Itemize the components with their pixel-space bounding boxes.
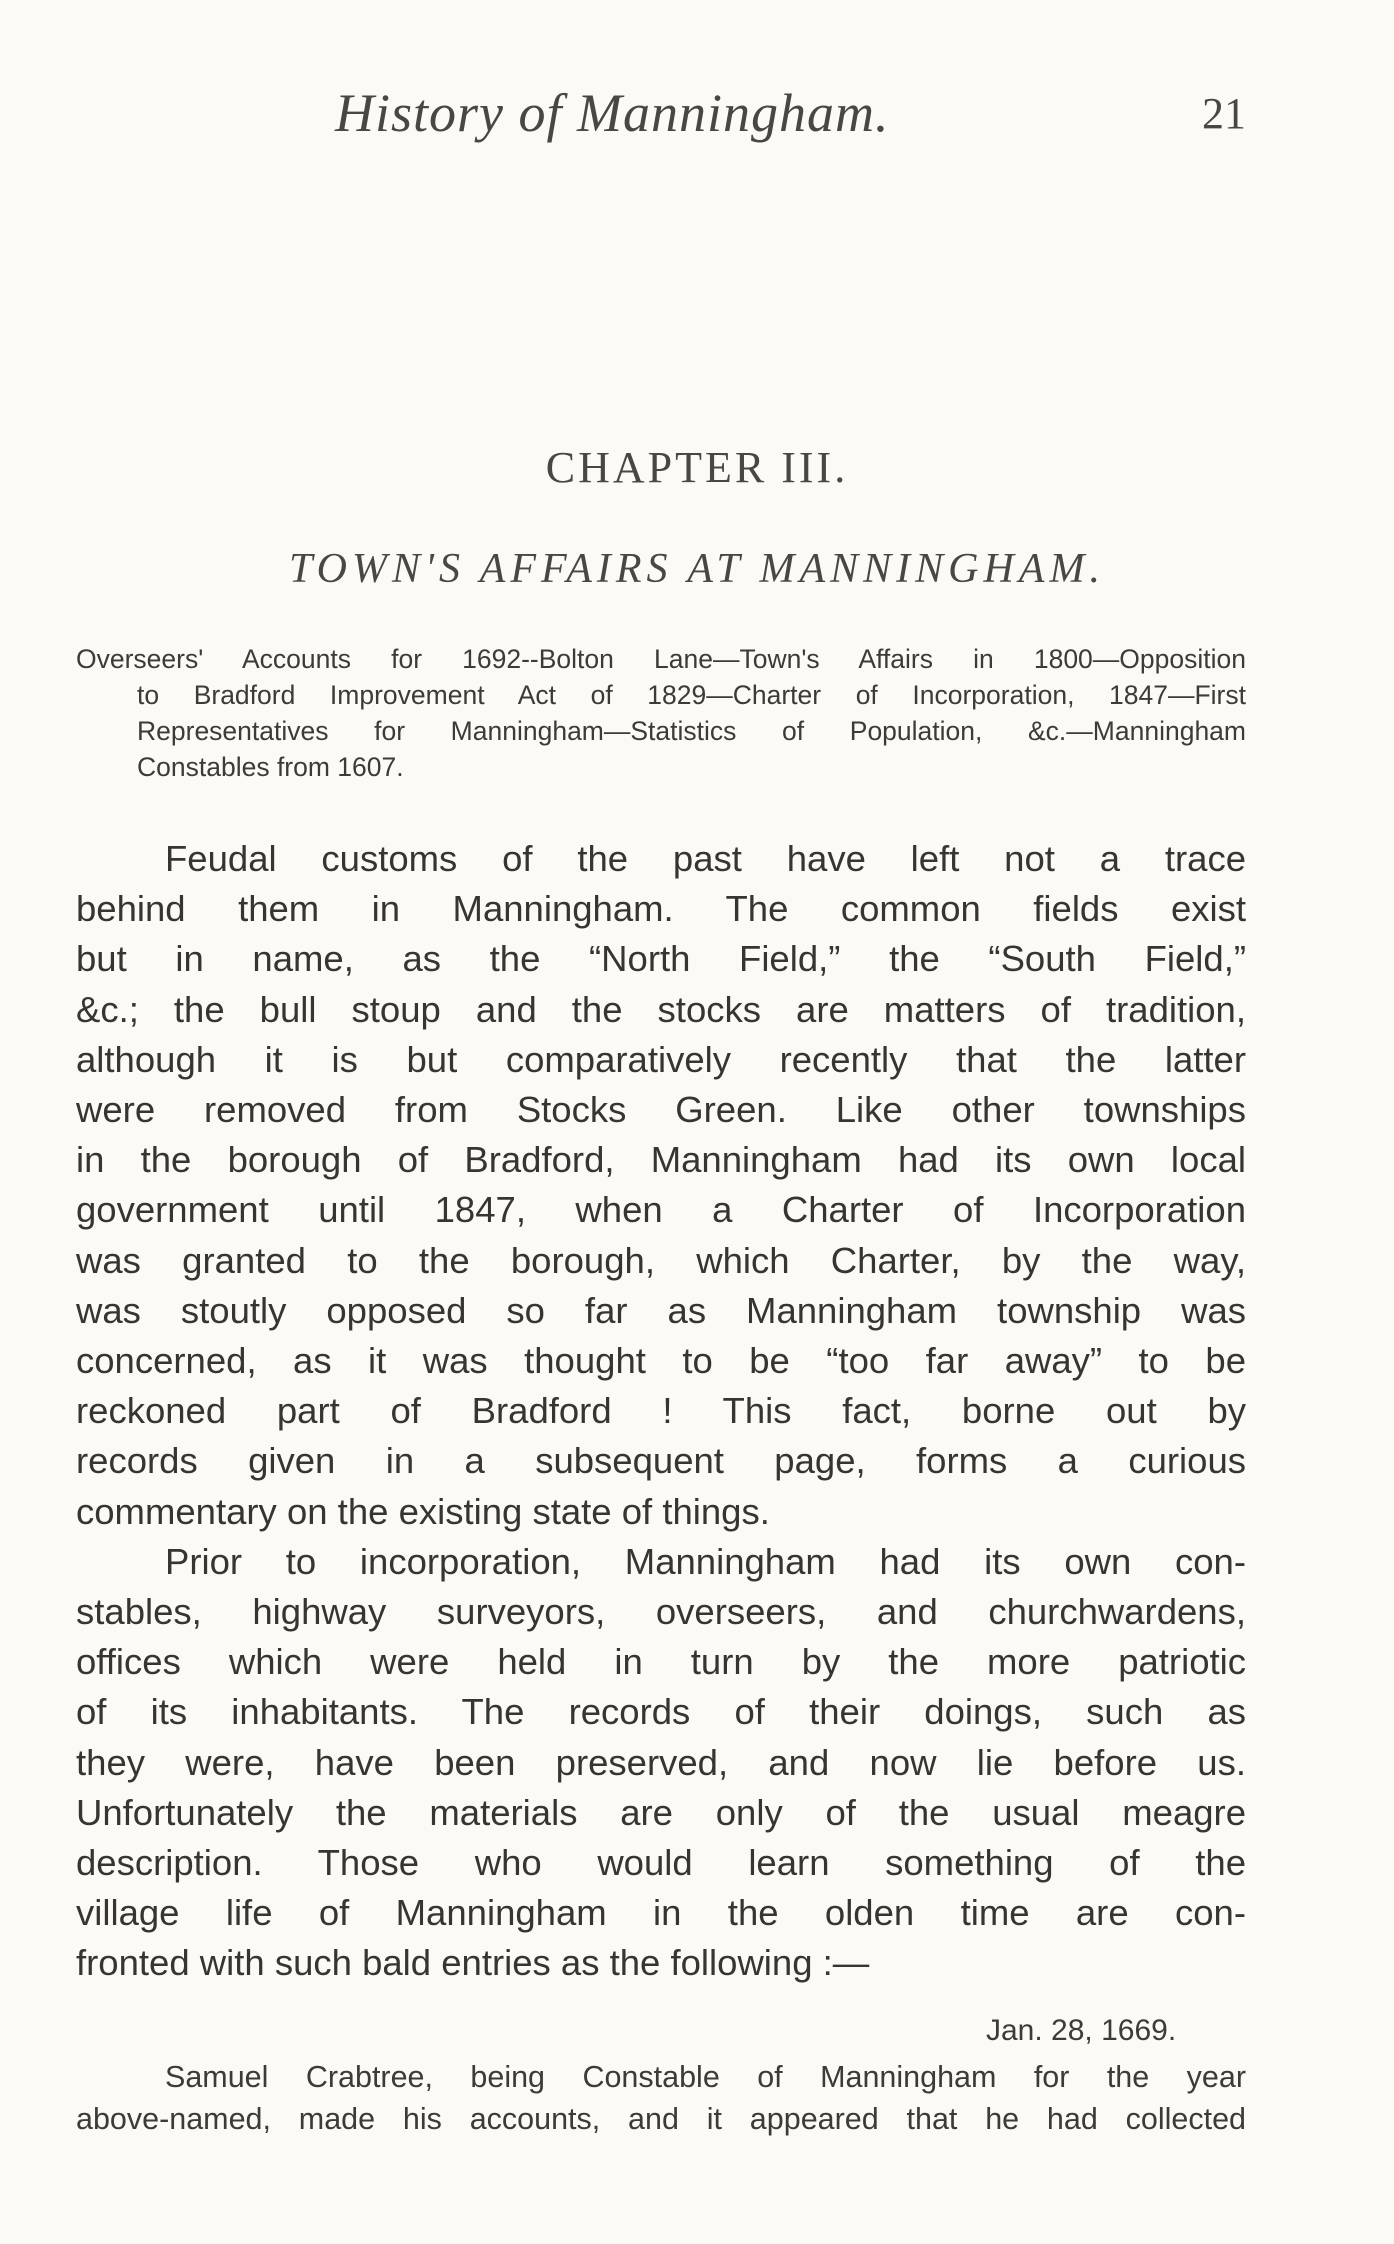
synopsis-line: Constables from 1607. bbox=[137, 752, 404, 782]
text-line: Feudal customs of the past have left not a trace bbox=[165, 838, 1246, 879]
text-line: concerned, as it was thought to be “too far away” to be bbox=[76, 1340, 1246, 1382]
page-number: 21 bbox=[1202, 89, 1246, 138]
text-line: behind them in Manningham. The common fields exist bbox=[76, 888, 1246, 930]
text-line: were removed from Stocks Green. Like other townships bbox=[76, 1089, 1246, 1131]
text-line: reckoned part of Bradford ! This fact, borne out by bbox=[76, 1390, 1246, 1432]
chapter-heading: CHAPTER III. bbox=[545, 443, 849, 492]
text-line: but in name, as the “North Field,” the “South Field,” bbox=[76, 938, 1246, 980]
text-line: stables, highway surveyors, overseers, and churchwardens, bbox=[76, 1591, 1246, 1633]
running-head bbox=[0, 82, 1394, 162]
extract-line: above-named, made his accounts, and it appeared that he had collected bbox=[76, 2102, 1246, 2136]
chapter-title: TOWN'S AFFAIRS AT MANNINGHAM. bbox=[289, 546, 1105, 592]
synopsis-line: Representatives for Manningham—Statistics of Population, &c.—Manningham bbox=[137, 716, 1246, 746]
running-title: History of Manningham. bbox=[335, 83, 890, 143]
text-line: was granted to the borough, which Charter, by the way, bbox=[76, 1239, 1246, 1281]
synopsis-line: to Bradford Improvement Act of 1829—Charter of Incorporation, 1847—First bbox=[137, 680, 1246, 710]
text-line: records given in a subsequent page, forms a curious bbox=[76, 1440, 1246, 1482]
text-line: although it is but comparatively recently that the latter bbox=[76, 1038, 1246, 1080]
text-line: was stoutly opposed so far as Manningham township was bbox=[76, 1289, 1246, 1331]
text-line: description. Those who would learn something of the bbox=[76, 1842, 1246, 1884]
text-line: they were, have been preserved, and now lie before us. bbox=[76, 1741, 1246, 1783]
synopsis-line: Overseers' Accounts for 1692--Bolton Lane—Town's Affairs in 1800—Opposition bbox=[76, 644, 1246, 674]
text-line: Prior to incorporation, Manningham had its own con- bbox=[165, 1540, 1246, 1582]
extract-date: Jan. 28, 1669. bbox=[986, 2014, 1177, 2047]
text-line: offices which were held in turn by the more patriotic bbox=[76, 1641, 1246, 1683]
text-line: fronted with such bald entries as the following :— bbox=[76, 1942, 870, 1984]
text-line: &c.; the bull stoup and the stocks are matters of tradition, bbox=[76, 988, 1246, 1030]
text-line: government until 1847, when a Charter of Incorporation bbox=[76, 1189, 1246, 1231]
text-line: of its inhabitants. The records of their doings, such as bbox=[76, 1691, 1246, 1733]
text-line: village life of Manningham in the olden time are con- bbox=[76, 1892, 1246, 1934]
text-line: in the borough of Bradford, Manningham had its own local bbox=[76, 1139, 1246, 1181]
text-line: commentary on the existing state of things. bbox=[76, 1490, 770, 1532]
extract-line: Samuel Crabtree, being Constable of Manningham for the year bbox=[165, 2060, 1246, 2094]
extract-text bbox=[76, 2056, 1246, 2140]
body-text bbox=[76, 834, 1246, 1989]
text-line: Unfortunately the materials are only of the usual meagre bbox=[76, 1791, 1246, 1833]
chapter-synopsis bbox=[76, 641, 1246, 785]
